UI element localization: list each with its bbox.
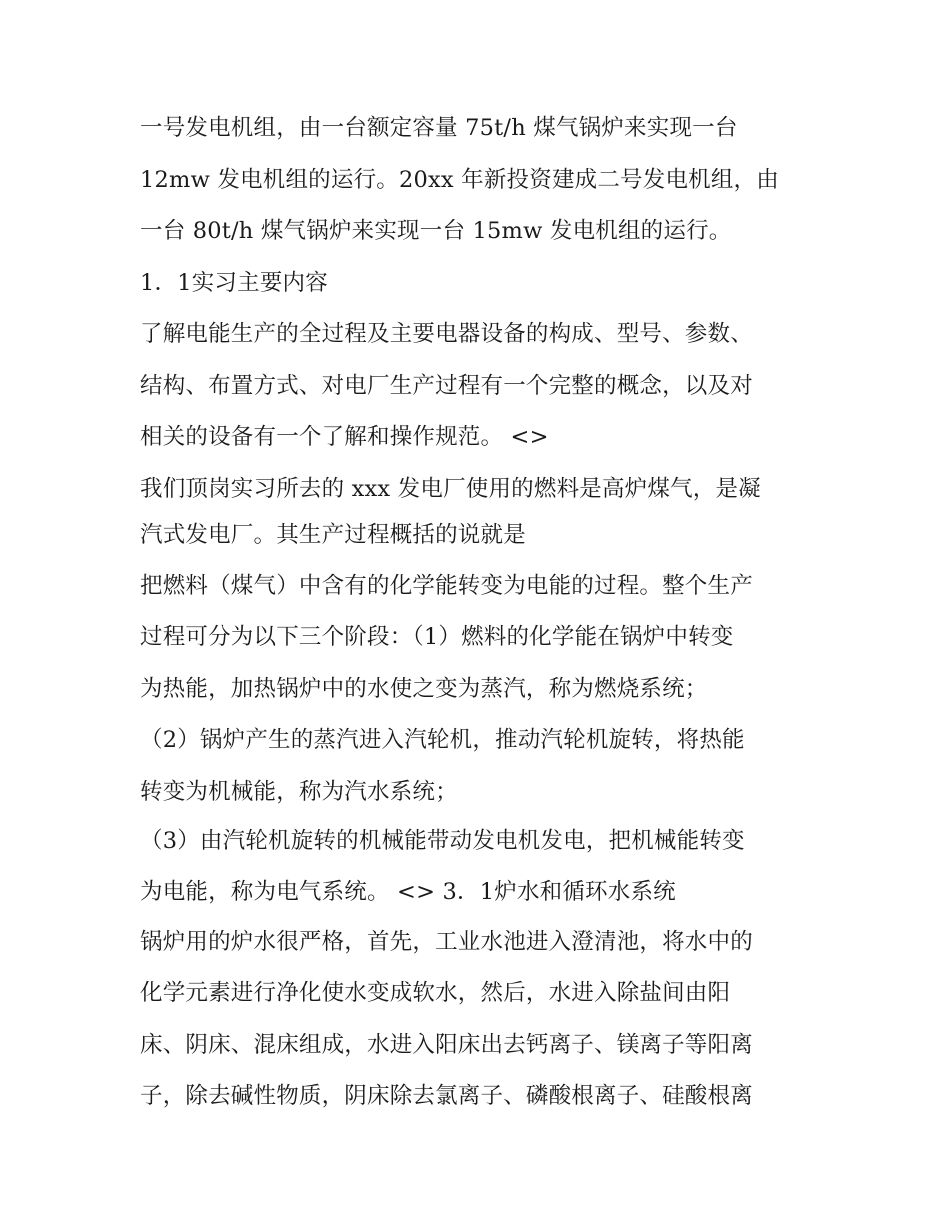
- text-line: 结构、布置方式、对电厂生产过程有一个完整的概念，以及对: [140, 373, 753, 399]
- text-line: 子，除去碱性物质，阴床除去氯离子、磷酸根离子、硅酸根离: [140, 1083, 753, 1109]
- text-line: 了解电能生产的全过程及主要电器设备的构成、型号、参数、: [140, 321, 753, 347]
- text-line: （2）锅炉产生的蒸汽进入汽轮机，推动汽轮机旋转，将热能: [140, 727, 745, 753]
- text-line: 一台 80t/h 煤气锅炉来实现一台 15mw 发电机组的运行。: [140, 218, 732, 244]
- text-line: 汽式发电厂。其生产过程概括的说就是: [140, 522, 526, 548]
- text-line: 一号发电机组，由一台额定容量 75t/h 煤气锅炉来实现一台: [140, 115, 738, 141]
- text-line: 为电能，称为电气系统。 <> 3．1炉水和循环水系统: [140, 879, 676, 905]
- text-line: 过程可分为以下三个阶段：（1）燃料的化学能在锅炉中转变: [140, 624, 734, 650]
- text-line: 为热能，加热锅炉中的水使之变为蒸汽，称为燃烧系统；: [140, 676, 708, 702]
- text-line: （3）由汽轮机旋转的机械能带动发电机发电，把机械能转变: [140, 828, 745, 854]
- text-line: 12mw 发电机组的运行。20xx 年新投资建成二号发电机组，由: [140, 167, 779, 193]
- text-line: 床、阴床、混床组成，水进入阳床出去钙离子、镁离子等阳离: [140, 1032, 753, 1058]
- text-line: 我们顶岗实习所去的 xxx 发电厂使用的燃料是高炉煤气，是凝: [140, 476, 761, 502]
- text-line: 锅炉用的炉水很严格，首先，工业水池进入澄清池，将水中的: [140, 929, 753, 955]
- text-line: 相关的设备有一个了解和操作规范。 <>: [140, 424, 549, 450]
- text-line: 转变为机械能，称为汽水系统；: [140, 779, 458, 805]
- text-line: 把燃料（煤气）中含有的化学能转变为电能的过程。整个生产: [140, 573, 753, 599]
- section-heading: 1．1实习主要内容: [140, 270, 328, 296]
- text-line: 化学元素进行净化使水变成软水，然后，水进入除盐间由阳: [140, 980, 731, 1006]
